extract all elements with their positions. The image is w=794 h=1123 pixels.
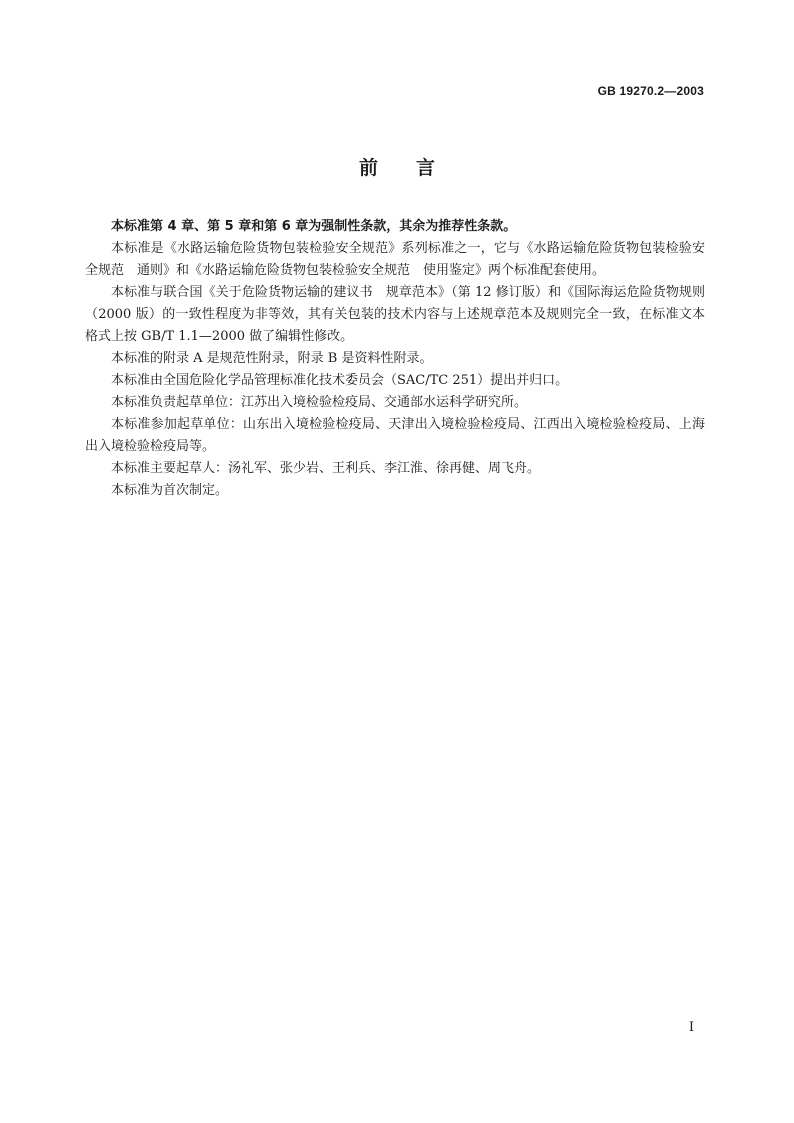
paragraph-first-edition: 本标准为首次制定。 [111,483,229,498]
paragraph-appendix: 本标准的附录 A 是规范性附录，附录 B 是资料性附录。 [111,351,433,366]
paragraph-drafters: 本标准主要起草人：汤礼军、张少岩、王利兵、李江淮、徐再健、周飞舟。 [111,461,541,476]
paragraph-equivalence: 本标准与联合国《关于危险货物运输的建议书 规章范本》（第 12 修订版）和《国际海运危险货物规则（2000 版）的一致性程度为非等效，其有关包装的技术内容与上述规章范本及规则完全一致，在标准文本格式上按 GB/T 1.1—2000 做了编辑性修改。 [85,285,705,344]
paragraph-lead-drafter: 本标准负责起草单位：江苏出入境检验检疫局、交通部水运科学研究所。 [111,395,528,410]
page-number: I [688,1020,694,1035]
paragraph-mandatory-clauses: 本标准第 4 章、第 5 章和第 6 章为强制性条款，其余为推荐性条款。 [111,219,517,234]
standard-code: GB 19270.2—2003 [597,84,704,98]
document-body [85,216,705,502]
page-title: 前言 [358,157,473,179]
paragraph-participants: 本标准参加起草单位：山东出入境检验检疫局、天津出入境检验检疫局、江西出入境检验检疫局、上海出入境检验检疫局等。 [85,417,705,454]
paragraph-series: 本标准是《水路运输危险货物包装检验安全规范》系列标准之一，它与《水路运输危险货物包装检验安全规范 通则》和《水路运输危险货物包装检验安全规范 使用鉴定》两个标准配套使用。 [85,241,705,278]
paragraph-proposer: 本标准由全国危险化学品管理标准化技术委员会（SAC/TC 251）提出并归口。 [111,373,569,388]
